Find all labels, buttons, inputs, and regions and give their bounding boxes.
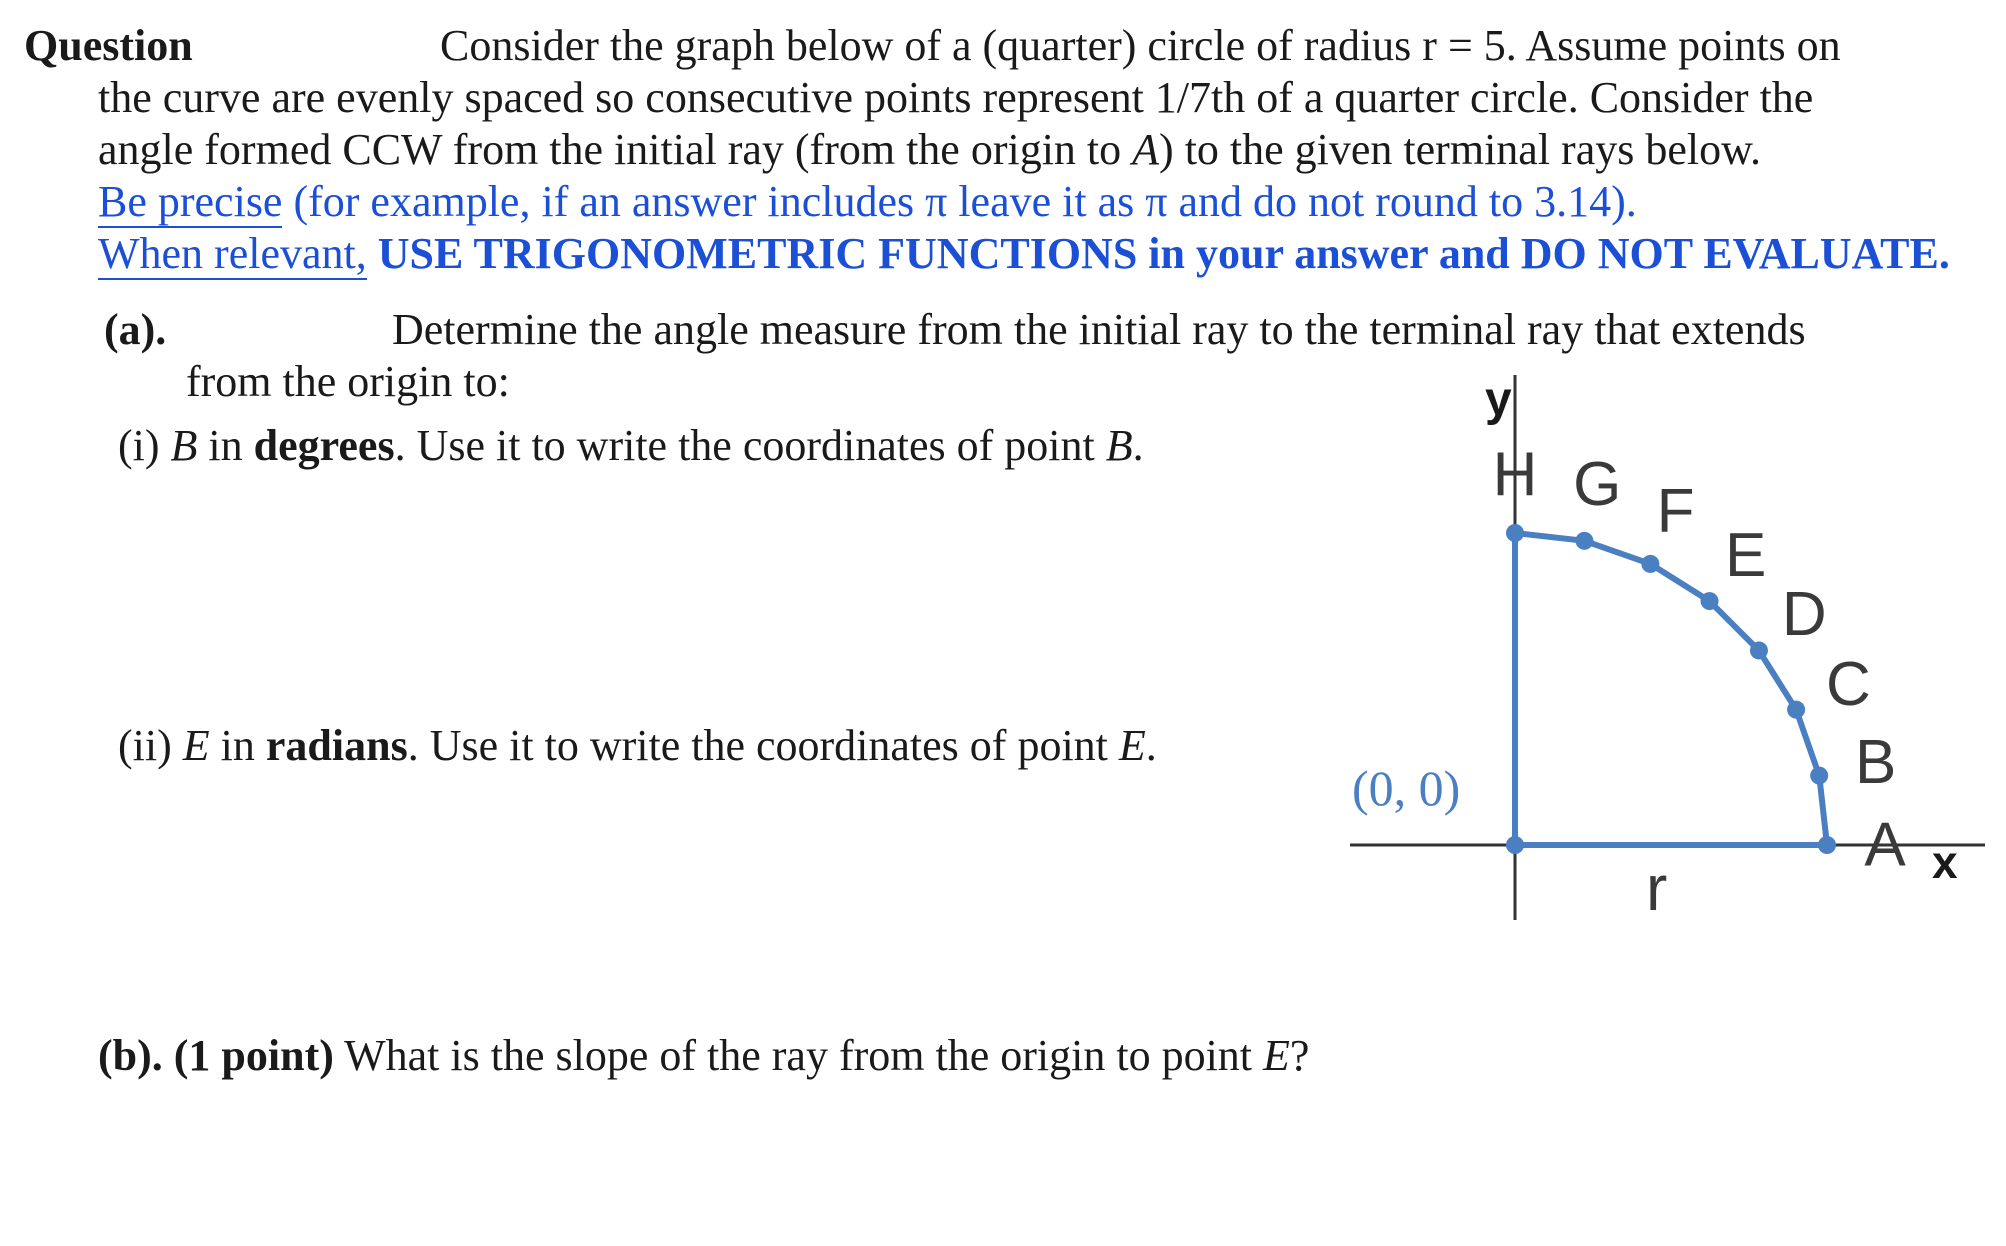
part-b-end: ?: [1289, 1031, 1310, 1080]
trig-instruction-bold: USE TRIGONOMETRIC FUNCTIONS in your answer and DO NOT EVALUATE.: [366, 229, 1950, 278]
part-b-text: What is the slope of the ray from the origin to point: [333, 1031, 1264, 1080]
point-e: [1701, 592, 1719, 610]
point-d: [1750, 641, 1768, 659]
question-label: Question: [24, 21, 193, 70]
point-label-c: C: [1826, 650, 1871, 719]
part-a-i-prefix: (i): [118, 421, 171, 470]
part-a-text-1: Determine the angle measure from the initial ray to the terminal ray that extends: [392, 305, 1806, 354]
part-b-label: (b).: [98, 1031, 163, 1080]
point-c: [1787, 701, 1805, 719]
origin-label: (0, 0): [1352, 760, 1461, 816]
part-b-points: (1 point): [173, 1031, 334, 1080]
part-a-i-end: .: [1132, 421, 1144, 470]
when-relevant-text: When relevant,: [98, 229, 367, 278]
part-a-i-rest: . Use it to write the coordinates of point: [394, 421, 1106, 470]
part-a-ii-rest: . Use it to write the coordinates of point: [407, 721, 1119, 770]
intro-line-3-start: angle formed CCW from the initial ray (from the origin to: [98, 125, 1133, 174]
precision-detail: (for example, if an answer includes π leave it as π and do not round to 3.14).: [282, 177, 1637, 226]
part-a-i-point-2: B: [1105, 421, 1133, 470]
y-axis-label: y: [1485, 373, 1512, 426]
be-precise-text: Be precise: [98, 177, 283, 226]
x-axis-label: x: [1932, 836, 1958, 888]
part-a-i-in: in: [197, 421, 254, 470]
part-a-ii-point-2: E: [1118, 721, 1146, 770]
point-labels: [1493, 441, 1907, 880]
part-a-ii-in: in: [209, 721, 266, 770]
part-a-ii-end: .: [1145, 721, 1157, 770]
intro-line-3-end: ) to the given terminal rays below.: [1159, 125, 1762, 174]
point-label-e: E: [1725, 521, 1767, 591]
part-a-i-point: B: [170, 421, 198, 470]
point-b: [1810, 767, 1828, 785]
part-a-ii: [118, 720, 1157, 772]
point-label-f: F: [1656, 477, 1695, 547]
part-a-i-unit: degrees: [253, 421, 395, 470]
curve-layer: [1506, 524, 1836, 854]
point-a-ref: A: [1132, 125, 1160, 174]
point-label-h: H: [1492, 440, 1538, 510]
part-a-ii-unit: radians: [265, 721, 408, 770]
precision-note: [98, 176, 1637, 228]
part-a-ii-point: E: [182, 721, 210, 770]
part-b: [98, 1030, 1309, 1082]
point-label-d: D: [1781, 579, 1827, 649]
trig-instruction: [98, 228, 1950, 280]
intro-line-2: the curve are evenly spaced so consecutive points represent 1/7th of a quarter circle. Consider the: [98, 73, 1814, 122]
intro-line-3: [98, 124, 1761, 176]
quarter-circle-graph: [1330, 360, 2000, 940]
quarter-circle-curve: [1515, 533, 1827, 845]
point-f: [1641, 555, 1659, 573]
point-label-g: G: [1573, 449, 1622, 519]
point-label-a: A: [1864, 810, 1906, 880]
intro-line-1: Consider the graph below of a (quarter) circle of radius r = 5. Assume points on: [440, 21, 1841, 70]
point-g: [1575, 532, 1593, 550]
part-a-ii-prefix: (ii): [118, 721, 183, 770]
part-a-label: (a).: [104, 305, 167, 354]
point-label-b: B: [1855, 728, 1897, 798]
point-h: [1506, 524, 1524, 542]
part-b-point: E: [1263, 1031, 1290, 1080]
part-a-i: [118, 420, 1144, 472]
part-a-text-2: from the origin to:: [186, 357, 510, 406]
origin-point: [1506, 836, 1524, 854]
point-a: [1818, 836, 1836, 854]
radius-label: r: [1646, 852, 1668, 924]
